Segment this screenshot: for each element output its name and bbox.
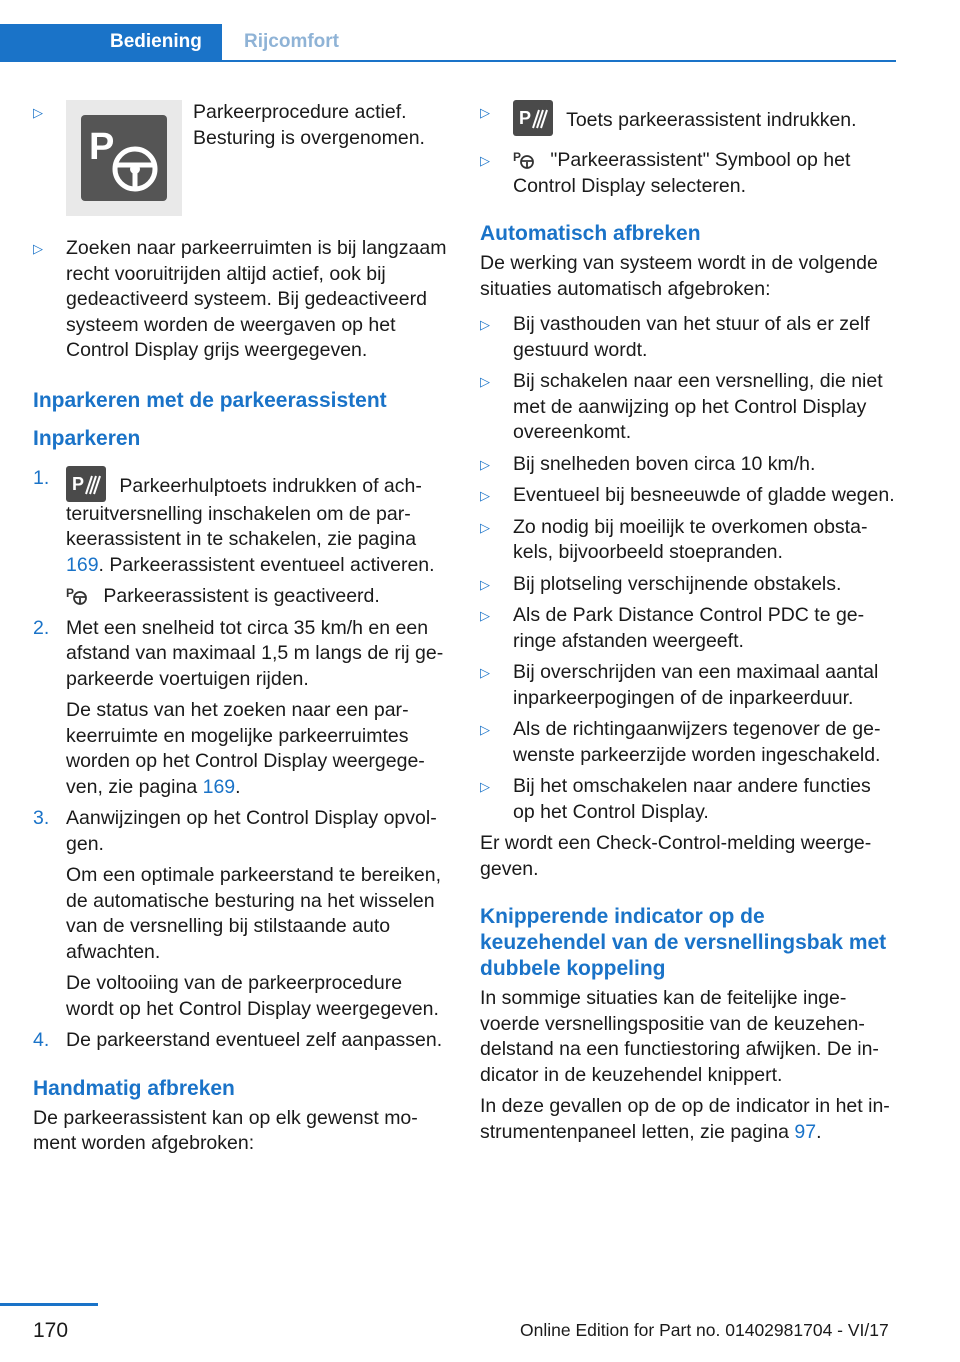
paragraph: De parkeerassistent kan op elk gewenst moment worden afgebroken: (33, 1106, 418, 1154)
parking-steering-icon (513, 149, 535, 169)
bullet-text: "Parkeerassistent" Symbool op het Control Display selecteren. (513, 149, 851, 197)
heading-inparkeren-met: Inparkeren met de parkeerassistent (33, 388, 387, 412)
triangle-right-icon: ▷ (480, 779, 490, 794)
list-item (480, 483, 896, 509)
list-item (480, 603, 896, 654)
bullet-text: Als de richtingaanwijzers tegenover de gewenste parkeerzijde worden ingeschakeld. (513, 718, 881, 766)
heading-knipperende: Knipperende indicator op de keuzehendel van de versnellingsbak met dubbele koppeling (480, 905, 887, 980)
list-item (33, 236, 449, 364)
step-subtext: Om een optimale parkeerstand te bereiken, de automatische besturing na het wisselen van de versnelling bij stilstaande auto afwachten. (66, 864, 442, 963)
step-1 (33, 466, 449, 610)
triangle-right-icon: ▷ (480, 317, 490, 332)
step-number: 1. (33, 466, 50, 489)
bullet-text: Zo nodig bij moeilijk te overkomen obstakels, bijvoorbeeld stoepranden. (513, 515, 868, 563)
step-text: . Parkeerassistent eventueel activeren. (98, 553, 435, 576)
step-3 (33, 806, 449, 1022)
paragraph: De werking van systeem wordt in de volgende situaties automatisch afgebroken: (480, 252, 878, 300)
heading-inparkeren: Inparkeren (33, 426, 141, 450)
left-column (33, 100, 449, 1163)
step-subtext: De voltooiing van de parkeerprocedure wordt op het Control Display weergegeven. (66, 972, 439, 1020)
list-item (480, 148, 896, 199)
header-bar (0, 24, 896, 62)
bullet-text: Bij schakelen naar een versnelling, die niet met de aanwijzing op het Control Display overeenkomt. (513, 370, 883, 443)
auto-list (480, 312, 896, 825)
triangle-right-icon: ▷ (33, 241, 43, 256)
list-item (480, 452, 896, 478)
footer-divider (0, 1303, 98, 1306)
bullet-text: Bij overschrijden van een maximaal aantal inparkeerpogingen of de inparkeerduur. (513, 661, 879, 709)
page-link[interactable]: 169 (202, 775, 236, 798)
bullet-text: Toets parkeerassistent indrukken. (566, 109, 857, 131)
triangle-right-icon: ▷ (480, 374, 490, 389)
list-item (480, 717, 896, 768)
list-item (480, 369, 896, 446)
triangle-right-icon: ▷ (480, 105, 490, 120)
svg-text:P: P (519, 108, 532, 128)
tab-bediening[interactable]: Bediening (0, 24, 222, 60)
page-link[interactable]: 97 (794, 1120, 817, 1143)
bullet-text: Bij vasthouden van het stuur of als er zelf gestuurd wordt. (513, 313, 870, 361)
parking-steering-icon (66, 100, 182, 216)
list-item (480, 774, 896, 825)
page-number: 170 (33, 1319, 69, 1342)
list-item (480, 515, 896, 566)
bullet-text: Eventueel bij besneeuwde of gladde wegen. (513, 484, 895, 506)
bullet-text: Bij het omschakelen naar andere functies op het Control Display. (513, 775, 871, 823)
list-item (480, 100, 896, 136)
triangle-right-icon: ▷ (480, 519, 490, 535)
step-text: Met een snelheid tot circa 35 km/h en een afstand van maximaal 1,5 m langs de rij geparkeerde voertuigen rijden. (66, 616, 444, 690)
paragraph: Er wordt een Check-Control-melding weergegeven. (480, 832, 872, 880)
paragraph-text: In deze gevallen op de op de indicator in het instrumentenpaneel letten, zie pagina (480, 1095, 890, 1143)
heading-automatisch: Automatisch afbreken (480, 222, 701, 245)
svg-text:P: P (89, 126, 115, 168)
park-assist-button-icon (66, 466, 106, 502)
bullet-text: Als de Park Distance Control PDC te geringe afstanden weergeeft. (513, 604, 865, 652)
sub-text: Parkeerassistent is geactiveerd. (103, 585, 380, 607)
step-number: 2. (33, 616, 50, 639)
step-subtext (66, 698, 449, 800)
paragraph (480, 1094, 896, 1145)
page-link[interactable]: 169 (66, 553, 99, 576)
triangle-right-icon: ▷ (33, 105, 43, 120)
step-2 (33, 616, 449, 801)
svg-text:P: P (513, 150, 522, 164)
sub-text: . (235, 775, 241, 798)
bullet-text: Parkeerprocedure actief. Besturing is overgenomen. (193, 101, 425, 149)
triangle-right-icon: ▷ (480, 608, 490, 623)
edition-text: Online Edition for Part no. 01402981704 - VI/17 (520, 1320, 889, 1340)
bullet-text: Bij snelheden boven circa 10 km/h. (513, 452, 816, 475)
parking-steering-icon (66, 585, 88, 605)
svg-text:P: P (66, 586, 75, 600)
paragraph: In sommige situaties kan de feitelijke ingevoerde versnellingspositie van de keuzehendelstand na een functiestoring afwijken. De indicator in de keuzehendel knippert. (480, 987, 879, 1086)
step-text: Aanwijzingen op het Control Display opvolgen. (66, 807, 437, 855)
step-text: De parkeerstand eventueel zelf aanpassen. (66, 1029, 443, 1051)
triangle-right-icon: ▷ (480, 576, 490, 592)
list-item (480, 660, 896, 711)
step-subtext (66, 584, 449, 610)
triangle-right-icon: ▷ (480, 722, 490, 737)
park-assist-button-icon (513, 100, 553, 136)
svg-text:P: P (72, 473, 85, 494)
step-number: 4. (33, 1029, 50, 1051)
step-text: Parkeerhulptoets indrukken of achteruitversnelling inschakelen om de parkeerassistent in te schakelen, zie pagina (66, 474, 422, 550)
paragraph-text: . (816, 1120, 822, 1143)
triangle-right-icon: ▷ (480, 488, 490, 503)
right-column (480, 100, 896, 1151)
bullet-text: Bij plotseling verschijnende obstakels. (513, 572, 842, 595)
tab-rijcomfort[interactable]: Rijcomfort (244, 31, 339, 52)
parking-steering-glyph (81, 115, 167, 201)
triangle-right-icon: ▷ (480, 456, 490, 472)
sub-text: De status van het zoeken naar een parkeerruimte en mogelijke parkeerruimtes worden op het Control Display weergegeven, zie pagina (66, 699, 425, 798)
heading-handmatig: Handmatig afbreken (33, 1076, 235, 1100)
list-item (480, 312, 896, 363)
step-number: 3. (33, 807, 50, 829)
step-4 (33, 1028, 449, 1054)
triangle-right-icon: ▷ (480, 153, 490, 168)
list-item (33, 100, 449, 230)
triangle-right-icon: ▷ (480, 665, 490, 680)
list-item (480, 572, 896, 598)
bullet-text: Zoeken naar parkeerruimten is bij langzaam recht vooruitrijden altijd actief, ook bij gedeactiveerd systeem. Bij gedeactiveerd systeem worden de weergaven op het Control Display grijs weergegeven. (66, 237, 447, 361)
